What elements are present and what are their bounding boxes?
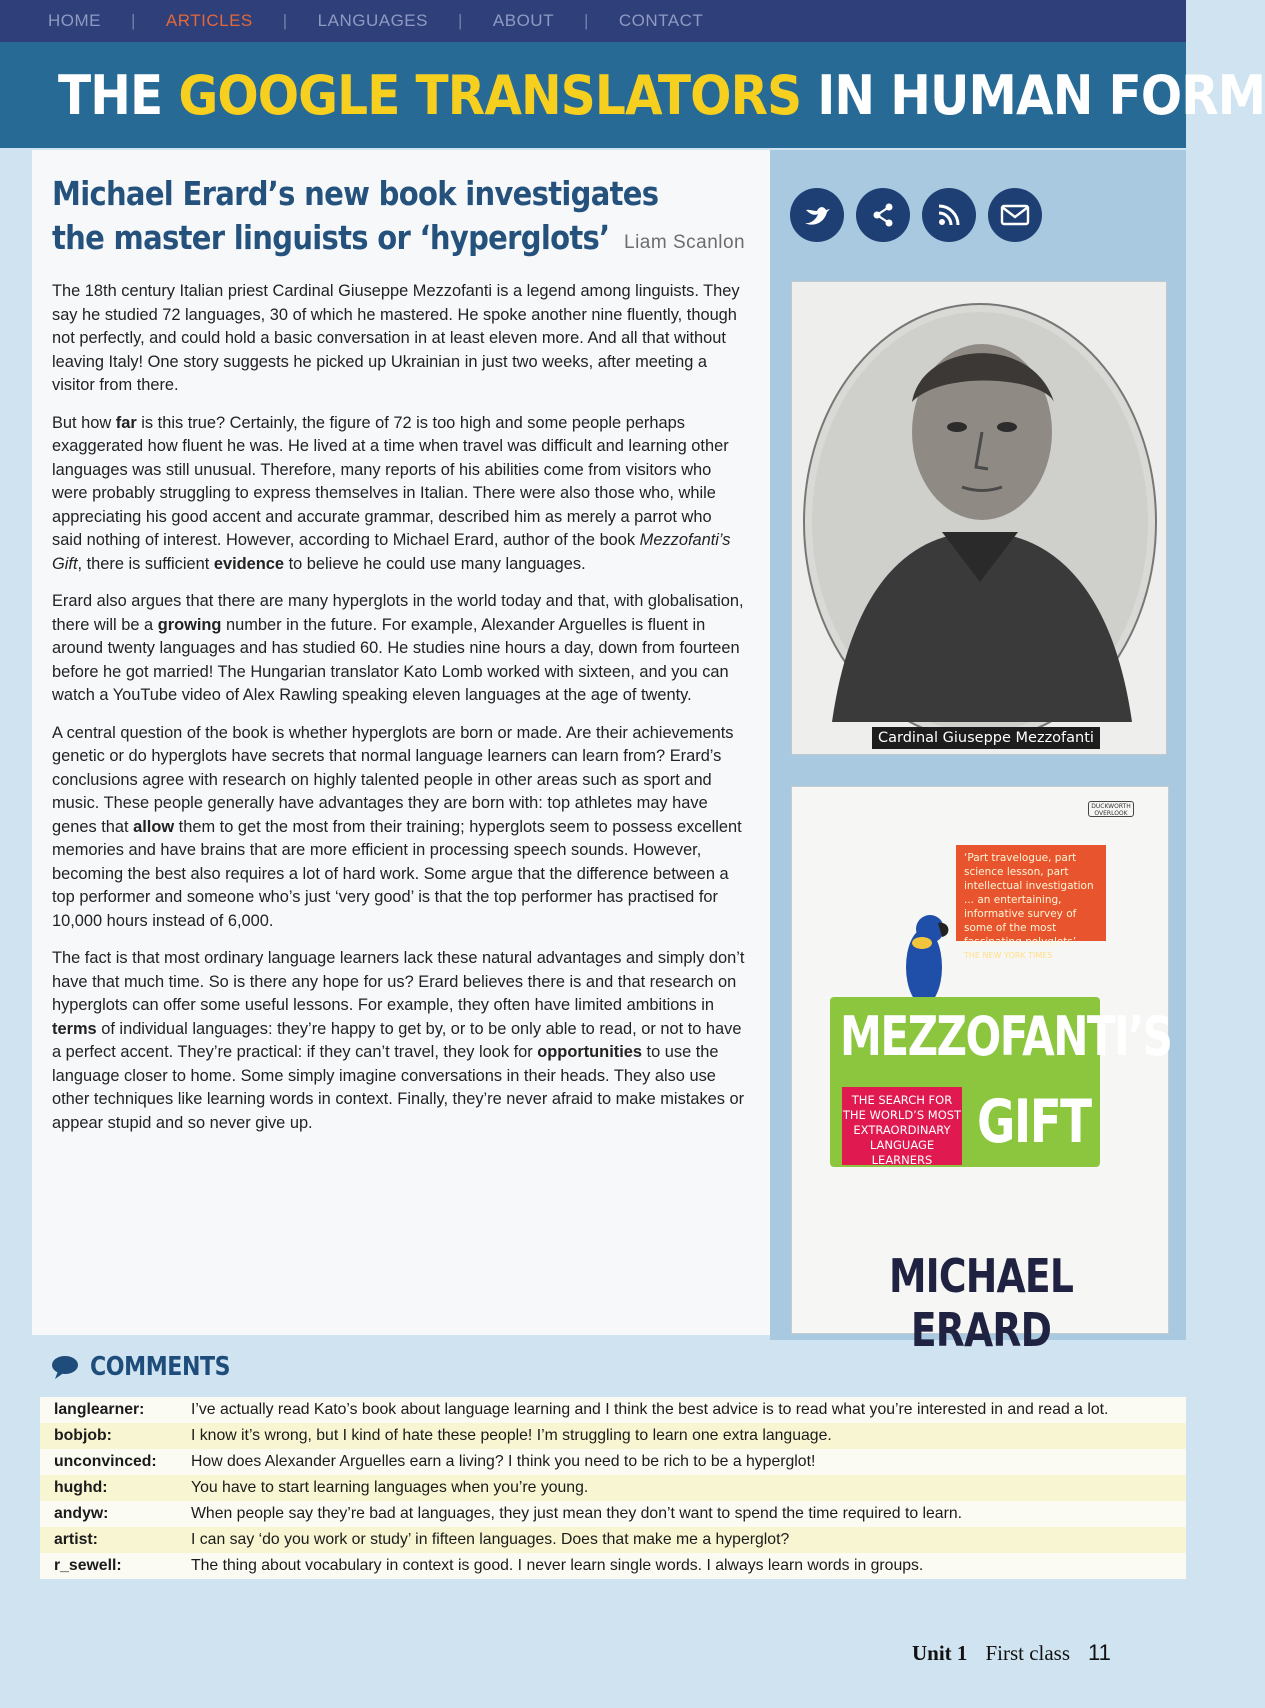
twitter-share-button[interactable] [790,188,844,242]
page-title [58,64,1265,127]
speech-bubble-icon [50,1354,80,1380]
article-author: Liam Scanlon [624,232,746,253]
keyword: opportunities [537,1043,642,1061]
share-icon [869,201,897,229]
share-buttons [790,188,1042,242]
comment-text: I know it’s wrong, but I kind of hate these people! I’m struggling to learn one extra language. [191,1427,832,1444]
title-highlight: GOOGLE TRANSLATORS [178,63,802,127]
section-label: First class [985,1641,1071,1665]
nav-item-contact[interactable]: CONTACT [618,11,704,30]
book-title: Mezzofanti’s Gift [52,531,731,573]
text: them to get the most from their training; hyperglots seem to possess excellent memories and have brains that are more efficient in processing speech sounds. However, becoming the best also requires a lot of hard work. Some argue that the difference between a top performer and someone who’s just ‘very good’ is that the top performer has practised for 10,000 hours instead of 6,000. [52,817,742,930]
book-quote [956,845,1106,960]
comment-text: How does Alexander Arguelles earn a living? I think you need to be rich to be a hyperglot! [191,1453,816,1470]
comment-user: unconvinced: [54,1453,157,1470]
quote-source: THE NEW YORK TIMES [964,951,1053,960]
comment-text: The thing about vocabulary in context is good. I never learn single words. I always learn words in groups. [191,1557,924,1574]
keyword: growing [157,615,222,634]
publisher-logo: DUCKWORTH OVERLOOK [1088,801,1134,817]
keyword: far [115,413,137,432]
title-part1: THE [58,63,179,127]
quote-text: ‘Part travelogue, part science lesson, part intellectual investigation ... an entertaining, informative survey of some of the most fascinating polyglots’ [964,852,1094,948]
share-button[interactable] [856,188,910,242]
portrait-engraving [792,282,1168,756]
comment-text: I can say ‘do you work or study’ in fifteen languages. Does that make me a hyperglot? [191,1531,790,1548]
nav-item-home[interactable]: HOME [48,11,101,30]
unit-label: Unit 1 [912,1641,968,1665]
nav-separator: | [282,11,288,30]
comment-user: r_sewell: [54,1557,122,1574]
comment-text: When people say they’re bad at languages, they just mean they don’t want to spend the time required to learn. [191,1505,963,1522]
comment-user: bobjob: [54,1427,112,1444]
rss-icon [936,202,962,228]
page-footer [912,1640,1111,1666]
book-author: MICHAEL ERARD [888,1249,1074,1357]
comment-user: hughd: [54,1479,108,1496]
nav-separator: | [583,11,589,30]
paragraph-3 [52,590,746,708]
top-nav [0,0,1186,42]
book-title-line1: MEZZOFANTI’S [840,1005,1172,1068]
comment-text: You have to start learning languages when you’re young. [191,1479,589,1496]
envelope-icon [1000,203,1030,227]
comment-user: artist: [54,1531,98,1548]
article-body [52,280,746,1135]
article-panel [32,150,770,1335]
text: , there is sufficient [77,554,214,573]
comment-user: langlearner: [54,1401,145,1418]
nav-item-about[interactable]: ABOUT [492,11,554,30]
article-subhead: Michael Erard’s new book investigates the master linguists or ‘hyperglots’ [52,174,659,257]
nav-item-articles[interactable]: ARTICLES [165,11,253,30]
page-number: 11 [1088,1640,1111,1665]
comment-row [40,1527,1186,1553]
page-banner [0,42,1265,148]
portrait-caption: Cardinal Giuseppe Mezzofanti [872,727,1100,749]
comment-user: andyw: [54,1505,109,1522]
comment-row [40,1501,1186,1527]
title-part2: IN HUMAN FORM [801,63,1265,127]
text: The fact is that most ordinary language learners lack these natural advantages and simply don’t have that much time. So is there any hope for us? Erard believes there is and that research on hyperglots can offer some useful lessons. For example, they often have limited ambitions in [52,949,745,1014]
nav-separator: | [457,11,463,30]
book-title-line2: GIFT [977,1087,1091,1157]
comment-row [40,1475,1186,1501]
nav-separator: | [131,11,136,30]
comment-row [40,1553,1186,1579]
comment-text: I’ve actually read Kato’s book about language learning and I think the best advice is to read what you’re interested in and read a lot. [191,1401,1109,1418]
comments-title: COMMENTS [90,1352,231,1382]
text: But how [52,413,116,432]
text: to use the language closer to home. Some simply imagine conversations in their heads. They also use other techniques like learning words in context. Finally, they’re never afraid to make mistakes or appear stupid and so never give up. [52,1043,745,1132]
comment-row [40,1397,1186,1423]
paragraph-5 [52,947,746,1135]
text: number in the future. For example, Alexander Arguelles is fluent in around twenty languages and has studied 60. He studies nine hours a day, down from fourteen before he got married! The Hungarian translator Kato Lomb worked with sixteen, and you can watch a YouTube video of Alex Rawling speaking eleven languages at the age of twenty. [52,615,740,704]
keyword: evidence [213,554,285,573]
book-tagline: THE SEARCH FOR THE WORLD’S MOST EXTRAORDINARY LANGUAGE LEARNERS [842,1087,962,1165]
email-button[interactable] [988,188,1042,242]
comments-header [50,1352,255,1382]
paragraph-1: The 18th century Italian priest Cardinal Giuseppe Mezzofanti is a legend among linguists. They say he studied 72 languages, 30 of which he mastered. He spoke another nine fluently, though not perfectly, and could hold a basic conversation in at least eleven more. And all that without leaving Italy! One story suggests he picked up Ukrainian in just two weeks, after meeting a visitor from there. [52,282,740,394]
keyword: terms [52,1019,97,1038]
portrait-image [791,281,1167,755]
comments-list [40,1397,1186,1579]
text: of individual languages: they’re happy to get by, or to be only able to read, or not to have a perfect accent. They’re practical: if they can’t travel, they look for [52,1019,742,1061]
rss-button[interactable] [922,188,976,242]
text: Erard also argues that there are many hyperglots in the world today and that, with globalisation, there will be a [52,592,744,634]
paragraph-4 [52,722,746,934]
text: A central question of the book is whether hyperglots are born or made. Are their achievements genetic or do hyperglots have secrets that normal language learners can learn from? Erard’s conclusions agree with research on highly talented people in other areas such as sport and music. These people generally have advantages they are born with: top athletes may have genes that [52,723,734,836]
text: is this true? Certainly, the figure of 72 is too high and some people perhaps exaggerated how fluent he was. He lived at a time when travel was difficult and learning other languages was still unusual. Therefore, many reports of his abilities come from visitors who were probably struggling to express themselves in Italian. There were also those who, while appreciating his good accent and accurate grammar, described him as merely a parrot who said nothing of interest. However, according to Michael Erard, author of the book [52,413,729,549]
paragraph-2 [52,412,746,577]
comment-row [40,1423,1186,1449]
keyword: allow [133,817,175,836]
book-cover-image [791,786,1172,1357]
nav-item-languages[interactable]: LANGUAGES [317,11,428,30]
twitter-bird-icon [802,200,832,230]
comment-row [40,1449,1186,1475]
text: to believe he could use many languages. [284,554,586,573]
